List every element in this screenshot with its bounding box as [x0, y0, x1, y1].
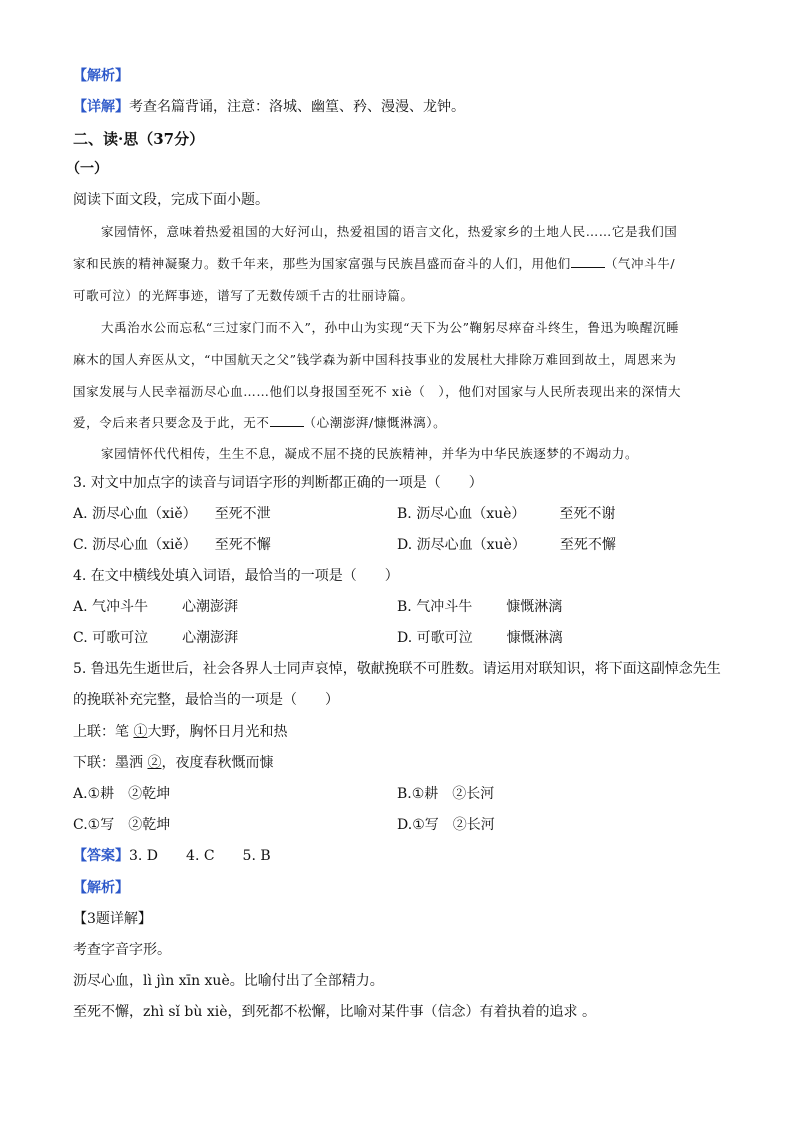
option-label: D. — [397, 817, 413, 833]
q3-detail-tag: 【3题详解】 — [73, 911, 152, 927]
detail-tag: 【详解】 — [73, 99, 129, 115]
detail-line — [73, 97, 465, 117]
couplet-upper — [73, 722, 287, 742]
option-term: 至死不懈 — [214, 537, 271, 553]
couplet-text: ，夜度春秋慨而慷 — [161, 755, 274, 771]
q5-option-b — [397, 784, 494, 804]
option-text: ①写 ②长河 — [412, 817, 495, 833]
option-word: 气冲斗牛 — [416, 599, 473, 615]
fill-blank — [270, 414, 304, 427]
couplet-text: 大野，胸怀日月光和热 — [147, 724, 288, 740]
q5-option-c — [73, 815, 170, 835]
passage-line: 可歌可泣）的光辉事迹，谱写了无数传颂千古的壮丽诗篇。 — [73, 288, 414, 303]
option-label: B. — [397, 506, 412, 522]
option-label: C. — [73, 537, 88, 553]
option-label: C. — [73, 630, 88, 646]
passage-line: 国家发展与人民幸福沥尽心血……他们以身报国至死不 xiè（ ），他们对国家与人民所表现出来的深情大 — [73, 384, 682, 399]
passage-line: 麻木的国人弃医从文，“中国航天之父”钱学森为新中国科技事业的发展杜大排除万难回到故土，周恩来为 — [73, 352, 677, 367]
option-word: 气冲斗牛 — [92, 599, 149, 615]
question-3-stem: 3. 对文中加点字的读音与词语字形的判断都正确的一项是（ ） — [73, 475, 483, 491]
option-label: A. — [73, 506, 88, 522]
q4-option-b — [397, 597, 562, 617]
passage-text: （气冲斗牛/ — [604, 256, 676, 271]
answer-line — [73, 846, 271, 866]
passage-line — [73, 413, 446, 433]
option-text: ①耕 ②长河 — [411, 786, 495, 802]
passage-text: （心潮澎湃/慷慨淋漓）。 — [303, 415, 447, 430]
option-term: 至死不泄 — [214, 506, 271, 522]
passage-text: 家和民族的精神凝聚力。数千年来，那些为国家富强与民族昌盛而奋斗的人们，用他们 — [73, 256, 571, 271]
option-term: 心潮澎湃 — [182, 630, 239, 646]
couplet-text: 下联：墨洒 — [73, 755, 143, 771]
option-label: B. — [397, 599, 412, 615]
q4-option-a — [73, 597, 238, 617]
option-text: ①写 ②乾坤 — [87, 817, 171, 833]
option-term: 至死不谢 — [559, 506, 616, 522]
analysis-tag: 【解析】 — [73, 880, 129, 896]
option-word: 可歌可泣 — [416, 630, 473, 646]
option-term: 心潮澎湃 — [182, 599, 239, 615]
option-label: D. — [397, 537, 413, 553]
question-5-stem: 的挽联补充完整，最恰当的一项是（ ） — [73, 692, 339, 708]
q3-option-b — [397, 504, 615, 524]
option-word: 沥尽心血（xuè） — [416, 506, 526, 522]
q3-detail-line: 至死不懈，zhì sǐ bù xiè，到死都不松懈，比喻对某件事（信念）有着执着的追求 。 — [73, 1004, 596, 1020]
option-term: 至死不懈 — [559, 537, 616, 553]
option-term: 慷慨淋漓 — [506, 599, 563, 615]
couplet-blank-mark: ② — [147, 755, 162, 771]
answer-values: 3. D 4. C 5. B — [129, 848, 271, 864]
q3-option-a — [73, 504, 271, 524]
passage-line — [73, 254, 675, 274]
q3-detail-line: 考查字音字形。 — [73, 942, 171, 958]
passage-line: 家园情怀代代相传，生生不息，凝成不屈不挠的民族精神，并华为中华民族逐梦的不竭动力。 — [101, 446, 639, 461]
detail-text: 考查名篇背诵，注意：洛城、幽篁、矜、漫漫、龙钟。 — [129, 99, 465, 115]
option-word: 沥尽心血（xiě） — [92, 537, 197, 553]
q5-option-a — [73, 784, 170, 804]
question-4-stem: 4. 在文中横线处填入词语，最恰当的一项是（ ） — [73, 568, 399, 584]
answer-tag: 【答案】 — [73, 848, 129, 864]
analysis-tag: 【解析】 — [73, 68, 129, 84]
q3-option-d — [397, 535, 616, 555]
couplet-text: 上联：笔 — [73, 724, 129, 740]
option-label: C. — [73, 817, 88, 833]
q5-option-d — [397, 815, 495, 835]
q4-option-c — [73, 628, 238, 648]
option-word: 沥尽心血（xiě） — [92, 506, 197, 522]
part-label: （一） — [66, 161, 108, 177]
couplet-blank-mark: ① — [133, 724, 148, 740]
section-title: 二、读·思（37分） — [73, 130, 205, 148]
option-label: A. — [73, 599, 88, 615]
q3-detail-line: 沥尽心血，lì jìn xīn xuè。比喻付出了全部精力。 — [73, 973, 384, 989]
option-term: 慷慨淋漓 — [506, 630, 563, 646]
couplet-lower — [73, 753, 273, 773]
option-word: 沥尽心血（xuè） — [416, 537, 526, 553]
fill-blank — [571, 255, 605, 268]
q3-option-c — [73, 535, 271, 555]
option-label: A. — [73, 786, 88, 802]
instruction: 阅读下面文段，完成下面小题。 — [73, 192, 269, 208]
option-word: 可歌可泣 — [92, 630, 149, 646]
question-5-stem: 5. 鲁迅先生逝世后，社会各界人士同声哀悼，敬献挽联不可胜数。请运用对联知识，将下面这副悼念先生 — [73, 661, 721, 677]
passage-line: 大禹治水公而忘私“三过家门而不入”，孙中山为实现“天下为公”鞠躬尽瘁奋斗终生，鲁迅为唤醒沉睡 — [101, 320, 680, 335]
option-label: B. — [397, 786, 412, 802]
option-label: D. — [397, 630, 413, 646]
q4-option-d — [397, 628, 563, 648]
option-text: ①耕 ②乾坤 — [87, 786, 171, 802]
passage-line: 家园情怀，意味着热爱祖国的大好河山，热爱祖国的语言文化，热爱家乡的土地人民……它是我们国 — [101, 224, 678, 239]
passage-text: 爱，令后来者只要念及于此，无不 — [73, 415, 270, 430]
